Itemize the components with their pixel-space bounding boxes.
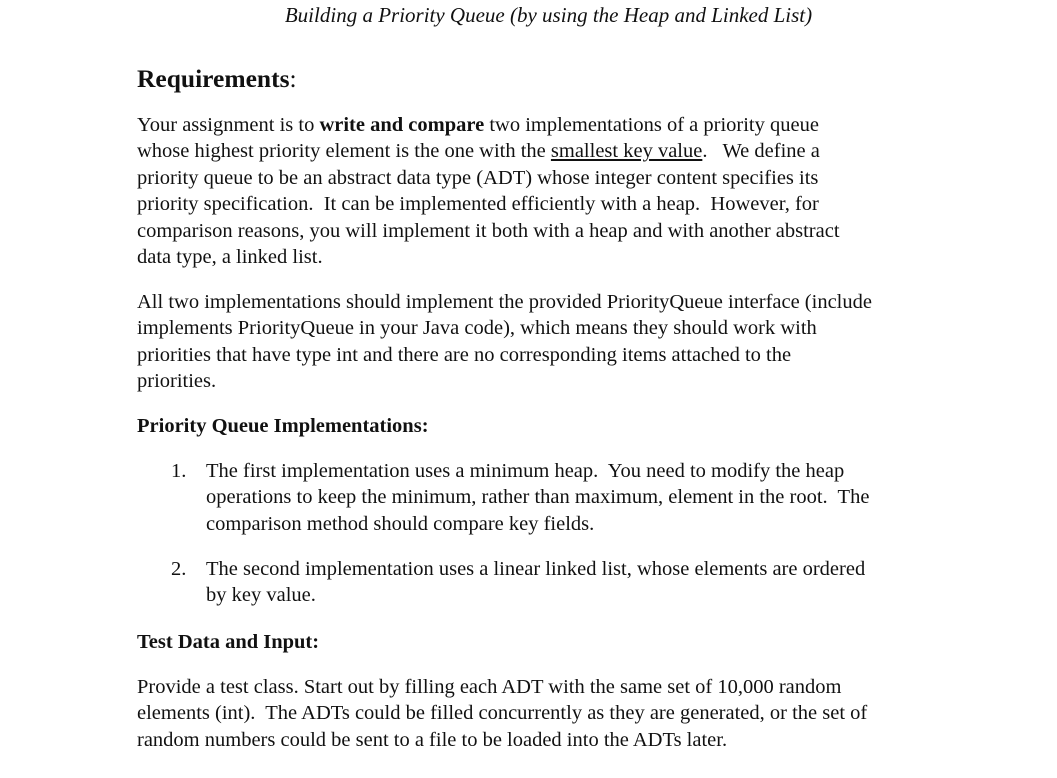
paragraph-line: priority specification. It can be implemented efficiently with a heap. However, for [137,193,819,216]
paragraph-line: data type, a linked list. [137,246,323,269]
requirements-paragraph-2 [137,289,987,395]
list-item [137,556,987,610]
bold-text-run: write and compare [319,114,485,136]
list-item-number: 2. [171,558,187,580]
list-item-body [206,556,865,609]
paragraph-line [137,138,987,164]
paragraph-line: All two implementations should implement the provided PriorityQueue interface (include [137,291,872,313]
paragraph-line [137,112,987,138]
list-item [137,458,987,538]
paragraph-line: random numbers could be sent to a file to be loaded into the ADTs later. [137,728,728,751]
document-title: Building a Priority Queue (by using the Heap and Linked List) [284,3,813,27]
list-item-number: 1. [171,460,187,482]
paragraph-line: priorities that have type int and there are no corresponding items attached to the [137,343,792,366]
paragraph-line: priority queue to be an abstract data type (ADT) whose integer content specifies its [137,166,819,189]
requirements-heading-text: Requirements [137,64,290,93]
test-data-input-heading: Test Data and Input: [137,631,320,653]
list-item-line: by key value. [206,584,316,607]
text-run: two implementations of a priority queue [484,114,819,136]
list-item-body [206,458,869,537]
list-item-line: comparison method should compare key fields. [206,512,595,535]
paragraph-line: comparison reasons, you will implement it both with a heap and with another abstract [137,219,840,242]
paragraph-line: implements PriorityQueue in your Java code), which means they should work with [137,317,817,340]
paragraph-line: priorities. [137,370,217,393]
text-run: whose highest priority element is the one with the [137,140,551,163]
list-item-line: operations to keep the minimum, rather than maximum, element in the root. The [206,486,870,509]
priority-queue-implementations-heading: Priority Queue Implementations: [137,415,429,437]
requirements-heading [137,64,297,94]
text-run: Your assignment is to [137,114,320,136]
list-item-line: The first implementation uses a minimum heap. You need to modify the heap [206,460,845,482]
paragraph-line: elements (int). The ADTs could be filled concurrently as they are generated, or the set of [137,702,868,725]
list-item-line: The second implementation uses a linear linked list, whose elements are ordered [206,558,866,580]
test-data-paragraph [137,674,987,753]
paragraph-line: Provide a test class. Start out by filling each ADT with the same set of 10,000 random [137,676,842,698]
text-run: . We define a [702,140,820,163]
requirements-paragraph-1 [137,112,987,270]
underlined-text-run: smallest key value [550,140,703,163]
requirements-heading-colon: : [289,64,297,93]
